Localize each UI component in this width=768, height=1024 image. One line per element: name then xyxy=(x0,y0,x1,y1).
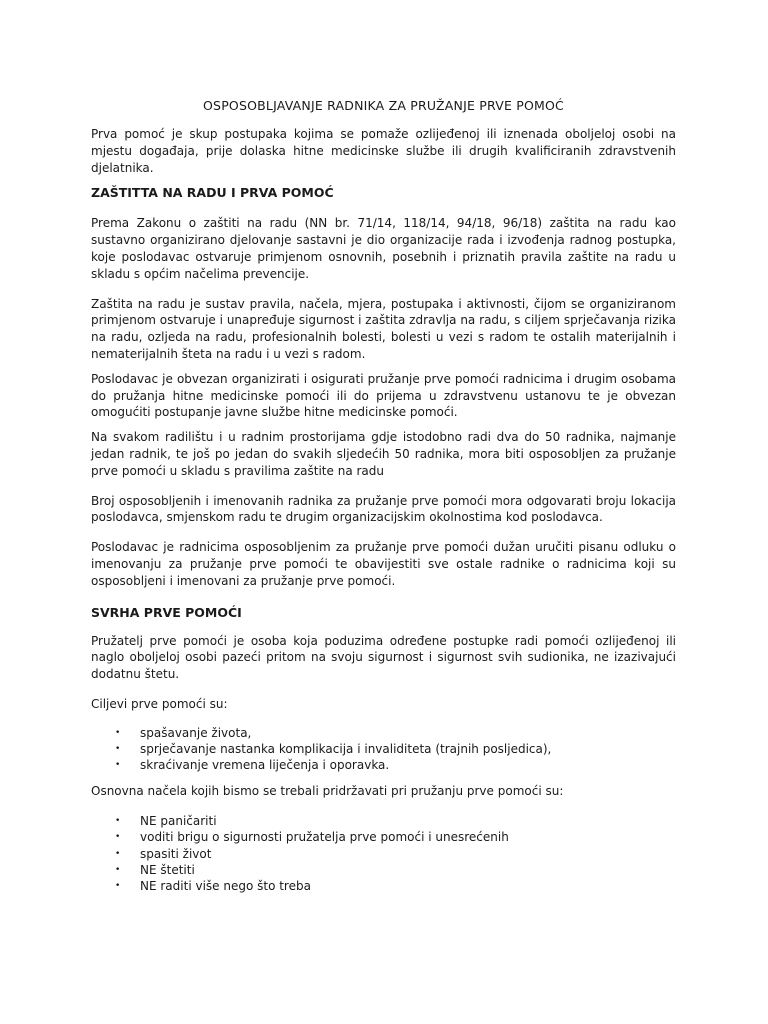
paragraph: Na svakom radilištu i u radnim prostorijama gdje istodobno radi dva do 50 radnika, najmanje jedan radnik, te još po jedan do svakih sljedećih 50 radnika, mora biti osposobljen za pružanje prve pomoći u skladu s pravilima zaštite na radu xyxy=(91,430,676,478)
list-item: • NE paničariti xyxy=(115,814,217,829)
paragraph: Pružatelj prve pomoći je osoba koja poduzima određene postupke radi pomoći ozlijeđenoj ili naglo oboljeloj osobi pazeći pritom na svoju sigurnost i sigurnost svih sudionika, ne izazivajući dodatnu štetu. xyxy=(91,633,676,682)
paragraph: Poslodavac je obvezan organizirati i osigurati pružanje prve pomoći radnicima i drugim osobama do pružanja hitne medicinske pomoći ili do prijema u zdravstvenu ustanovu te je obvezan omogućiti postupanje javne službe hitne medicinske pomoći. xyxy=(91,371,676,420)
bullet-icon: • xyxy=(115,816,121,827)
list-item: • sprječavanje nastanka komplikacija i invaliditeta (trajnih posljedica), xyxy=(115,741,552,756)
bullet-icon: • xyxy=(115,864,121,875)
bullet-icon: • xyxy=(115,743,121,754)
document-title: OSPOSOBLJAVANJE RADNIKA ZA PRUŽANJE PRVE POMOĆ xyxy=(203,98,564,113)
goals-intro: Ciljevi prve pomoći su: xyxy=(91,696,228,711)
paragraph: Prema Zakonu o zaštiti na radu (NN br. 71/14, 118/14, 94/18, 96/18) zaštita na radu kao sustavno organizirano djelovanje sastavni je dio organizacije rada i izvođenja radnog postupka, koje poslodavac ostvaruje primjenom osnovnih, posebnih i priznatih pravila zaštite na radu u skladu s općim načelima prevencije. xyxy=(91,216,676,281)
bullet-icon: • xyxy=(115,880,121,891)
principles-list xyxy=(115,813,676,894)
goals-list xyxy=(115,725,676,774)
paragraph: Broj osposobljenih i imenovanih radnika za pružanje prve pomoći mora odgovarati broju lokacija poslodavca, smjenskom radu te drugim organizacijskim okolnostima kod poslodavca. xyxy=(91,493,676,525)
bullet-icon: • xyxy=(115,727,121,738)
bullet-icon: • xyxy=(115,760,121,771)
principles-intro: Osnovna načela kojih bismo se trebali pridržavati pri pružanju prve pomoći su: xyxy=(91,784,564,799)
list-item: • NE štetiti xyxy=(115,862,195,877)
list-item: • NE raditi više nego što treba xyxy=(115,878,311,893)
paragraph: Poslodavac je radnicima osposobljenim za pružanje prve pomoći dužan uručiti pisanu odluku o imenovanju za pružanje prve pomoći te obavijestiti sve ostale radnike o radnicima koji su osposobljeni i imenovani za pružanje prve pomoći. xyxy=(91,540,676,588)
intro-paragraph: Prva pomoć je skup postupaka kojima se pomaže ozlijeđenoj ili iznenada oboljeloj osobi na mjestu događaja, prije dolaska hitne medicinske službe ili drugih kvalificiranih zdravstvenih djelatnika. xyxy=(91,127,676,175)
document-page xyxy=(91,88,676,894)
list-item: • spašavanje života, xyxy=(115,725,252,740)
paragraph: Zaštita na radu je sustav pravila, načela, mjera, postupaka i aktivnosti, čijom se organiziranom primjenom ostvaruje i unapređuje sigurnost i zaštita zdravlja na radu, s ciljem sprječavanja rizika na radu, ozljeda na radu, profesionalnih bolesti, bolesti u vezi s radom te ostalih materijalnih i nematerijalnih šteta na radu i u vezi s radom. xyxy=(91,296,676,361)
bullet-icon: • xyxy=(115,832,121,843)
list-item: • skraćivanje vremena liječenja i oporavka. xyxy=(115,758,390,773)
list-item: • spasiti život xyxy=(115,846,212,861)
section-heading-zastita: ZAŠTITTA NA RADU I PRVA POMOĆ xyxy=(91,185,334,201)
list-item: • voditi brigu o sigurnosti pružatelja prve pomoći i unesrećenih xyxy=(115,830,509,845)
bullet-icon: • xyxy=(115,848,121,859)
section-heading-svrha: SVRHA PRVE POMOĆI xyxy=(91,604,242,620)
